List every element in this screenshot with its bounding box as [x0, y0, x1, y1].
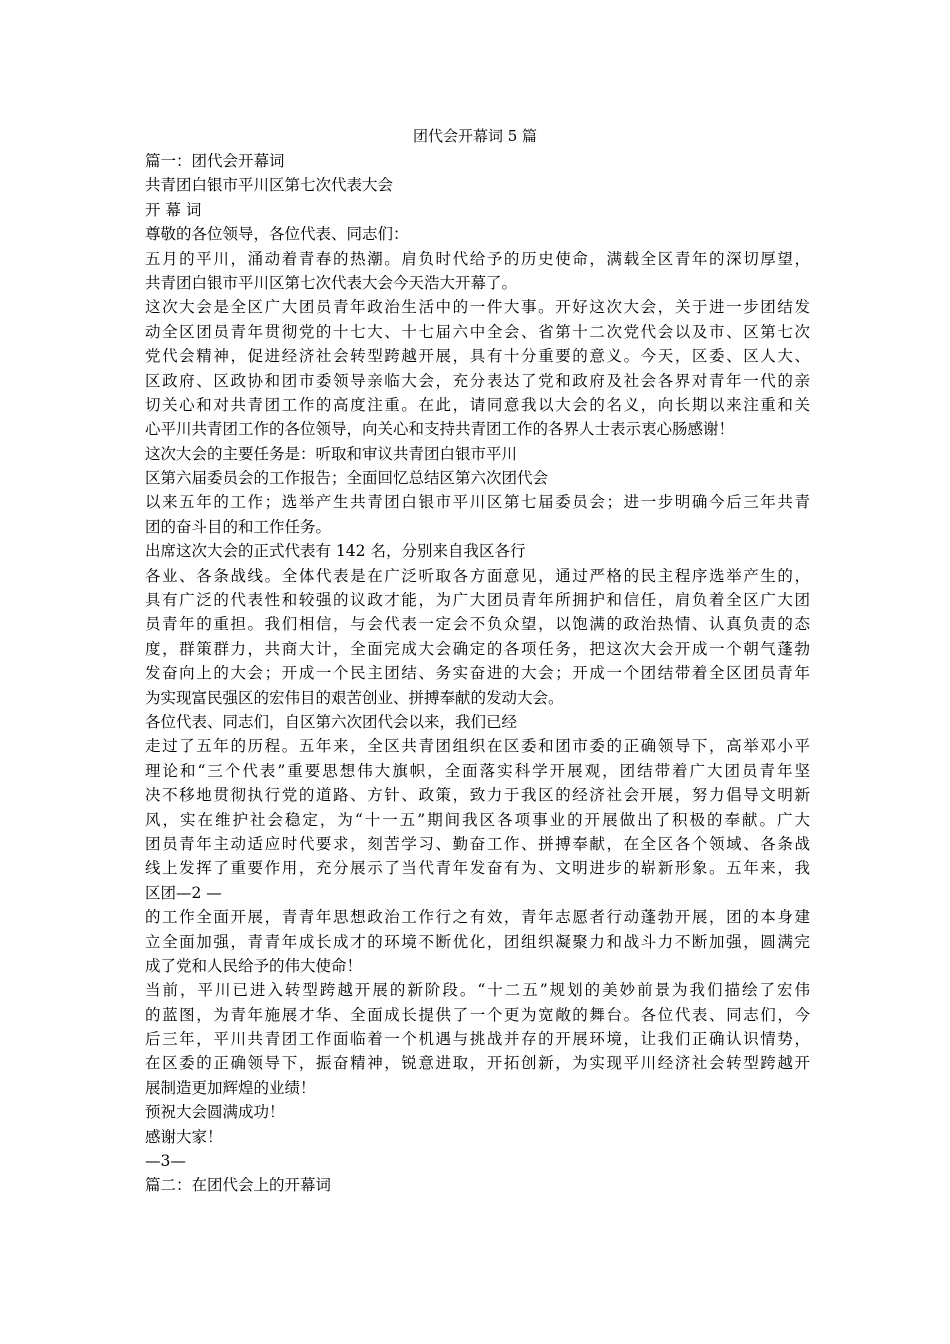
body-line: 区团—2 — [145, 883, 222, 902]
body-line: 为实现富民强区的宏伟目的艰苦创业、拼搏奉献的发动大会。 [145, 688, 564, 707]
body-line: 风，实在维护社会稳定，为“十一五”期间我区各项事业的开展做出了积极的奉献。广大 [145, 810, 810, 829]
body-line: 的蓝图，为青年施展才华、全面成长提供了一个更为宽敞的舞台。各位代表、同志们，今 [145, 1005, 810, 1024]
body-line: 预祝大会圆满成功！ [145, 1103, 285, 1122]
body-line: 后三年，平川共青团工作面临着一个机遇与挑战并存的开展环境，让我们正确认识情势， [145, 1030, 810, 1049]
body-line: 开 幕 词 [145, 200, 202, 219]
body-line: 尊敬的各位领导，各位代表、同志们： [145, 225, 409, 244]
body-line: 度，群策群力，共商大计，全面完成大会确定的各项任务，把这次大会开成一个朝气蓬勃 [145, 639, 810, 658]
body-line: 展制造更加辉煌的业绩！ [145, 1078, 316, 1097]
body-line: 当前，平川已进入转型跨越开展的新阶段。“十二五”规划的美妙前景为我们描绘了宏伟 [145, 981, 810, 1000]
body-line: 各位代表、同志们，自区第六次团代会以来，我们已经 [145, 712, 518, 731]
body-line: 理论和“三个代表”重要思想伟大旗帜，全面落实科学开展观，团结带着广大团员青年坚 [145, 761, 810, 780]
body-line: 共青团白银市平川区第七次代表大会 [145, 176, 394, 195]
document-title: 团代会开幕词 5 篇 [412, 127, 538, 145]
body-line: 团员青年主动适应时代要求，刻苦学习、勤奋工作、拼搏奉献，在全区各个领域、各条战 [145, 834, 810, 853]
body-line: 的工作全面开展，青青年思想政治工作行之有效，青年志愿者行动蓬勃开展，团的本身建 [145, 908, 810, 927]
body-line: —3— [145, 1152, 186, 1171]
body-line: 在区委的正确领导下，振奋精神，锐意进取，开拓创新，为实现平川经济社会转型跨越开 [145, 1054, 810, 1073]
body-line: 各业、各条战线。全体代表是在广泛听取各方面意见，通过严格的民主程序选举产生的， [145, 566, 810, 585]
body-line: 出席这次大会的正式代表有 142 名，分别来自我区各行 [145, 542, 526, 561]
body-line: 五月的平川，涌动着青春的热潮。肩负时代给予的历史使命，满载全区青年的深切厚望， [145, 249, 810, 268]
body-line: 心平川共青团工作的各位领导，向关心和支持共青团工作的各界人士表示衷心肠感谢！ [145, 420, 735, 439]
body-line: 走过了五年的历程。五年来，全区共青团组织在区委和团市委的正确领导下，高举邓小平 [145, 737, 810, 756]
body-line: 成了党和人民给予的伟大使命！ [145, 956, 363, 975]
body-line: 立全面加强，青青年成长成才的环境不断优化，团组织凝聚力和战斗力不断加强，圆满完 [145, 932, 810, 951]
body-line: 篇二：在团代会上的开幕词 [145, 1176, 332, 1195]
body-line: 区政府、区政协和团市委领导亲临大会，充分表达了党和政府及社会各界对青年一代的亲 [145, 371, 810, 390]
body-line: 团的奋斗目的和工作任务。 [145, 517, 332, 536]
body-line: 以来五年的工作；选举产生共青团白银市平川区第七届委员会；进一步明确今后三年共青 [145, 493, 810, 512]
body-line: 员青年的重担。我们相信，与会代表一定会不负众望，以饱满的政治热情、认真负责的态 [145, 615, 810, 634]
document-body [145, 149, 810, 1198]
body-line: 感谢大家！ [145, 1127, 223, 1146]
body-line: 决不移地贯彻执行党的道路、方针、政策，致力于我区的经济社会开展，努力倡导文明新 [145, 786, 810, 805]
body-line: 这次大会是全区广大团员青年政治生活中的一件大事。开好这次大会，关于进一步团结发 [145, 298, 810, 317]
body-line: 篇一：团代会开幕词 [145, 152, 285, 170]
body-line: 具有广泛的代表性和较强的议政才能，为广大团员青年所拥护和信任，肩负着全区广大团 [145, 591, 810, 610]
body-line: 这次大会的主要任务是：听取和审议共青团白银市平川 [145, 444, 518, 463]
body-line: 区第六届委员会的工作报告；全面回忆总结区第六次团代会 [145, 469, 549, 488]
body-line: 发奋向上的大会；开成一个民主团结、务实奋进的大会；开成一个团结带着全区团员青年 [145, 664, 810, 683]
body-line: 共青团白银市平川区第七次代表大会今天浩大开幕了。 [145, 273, 518, 292]
body-line: 线上发挥了重要作用，充分展示了当代青年发奋有为、文明进步的崭新形象。五年来，我 [145, 859, 810, 878]
body-line: 切关心和对共青团工作的高度注重。在此，请同意我以大会的名义，向长期以来注重和关 [145, 395, 810, 414]
body-line: 党代会精神，促进经济社会转型跨越开展，具有十分重要的意义。今天，区委、区人大、 [145, 347, 810, 366]
body-line: 动全区团员青年贯彻党的十七大、十七届六中全会、省第十二次党代会以及市、区第七次 [145, 322, 810, 341]
